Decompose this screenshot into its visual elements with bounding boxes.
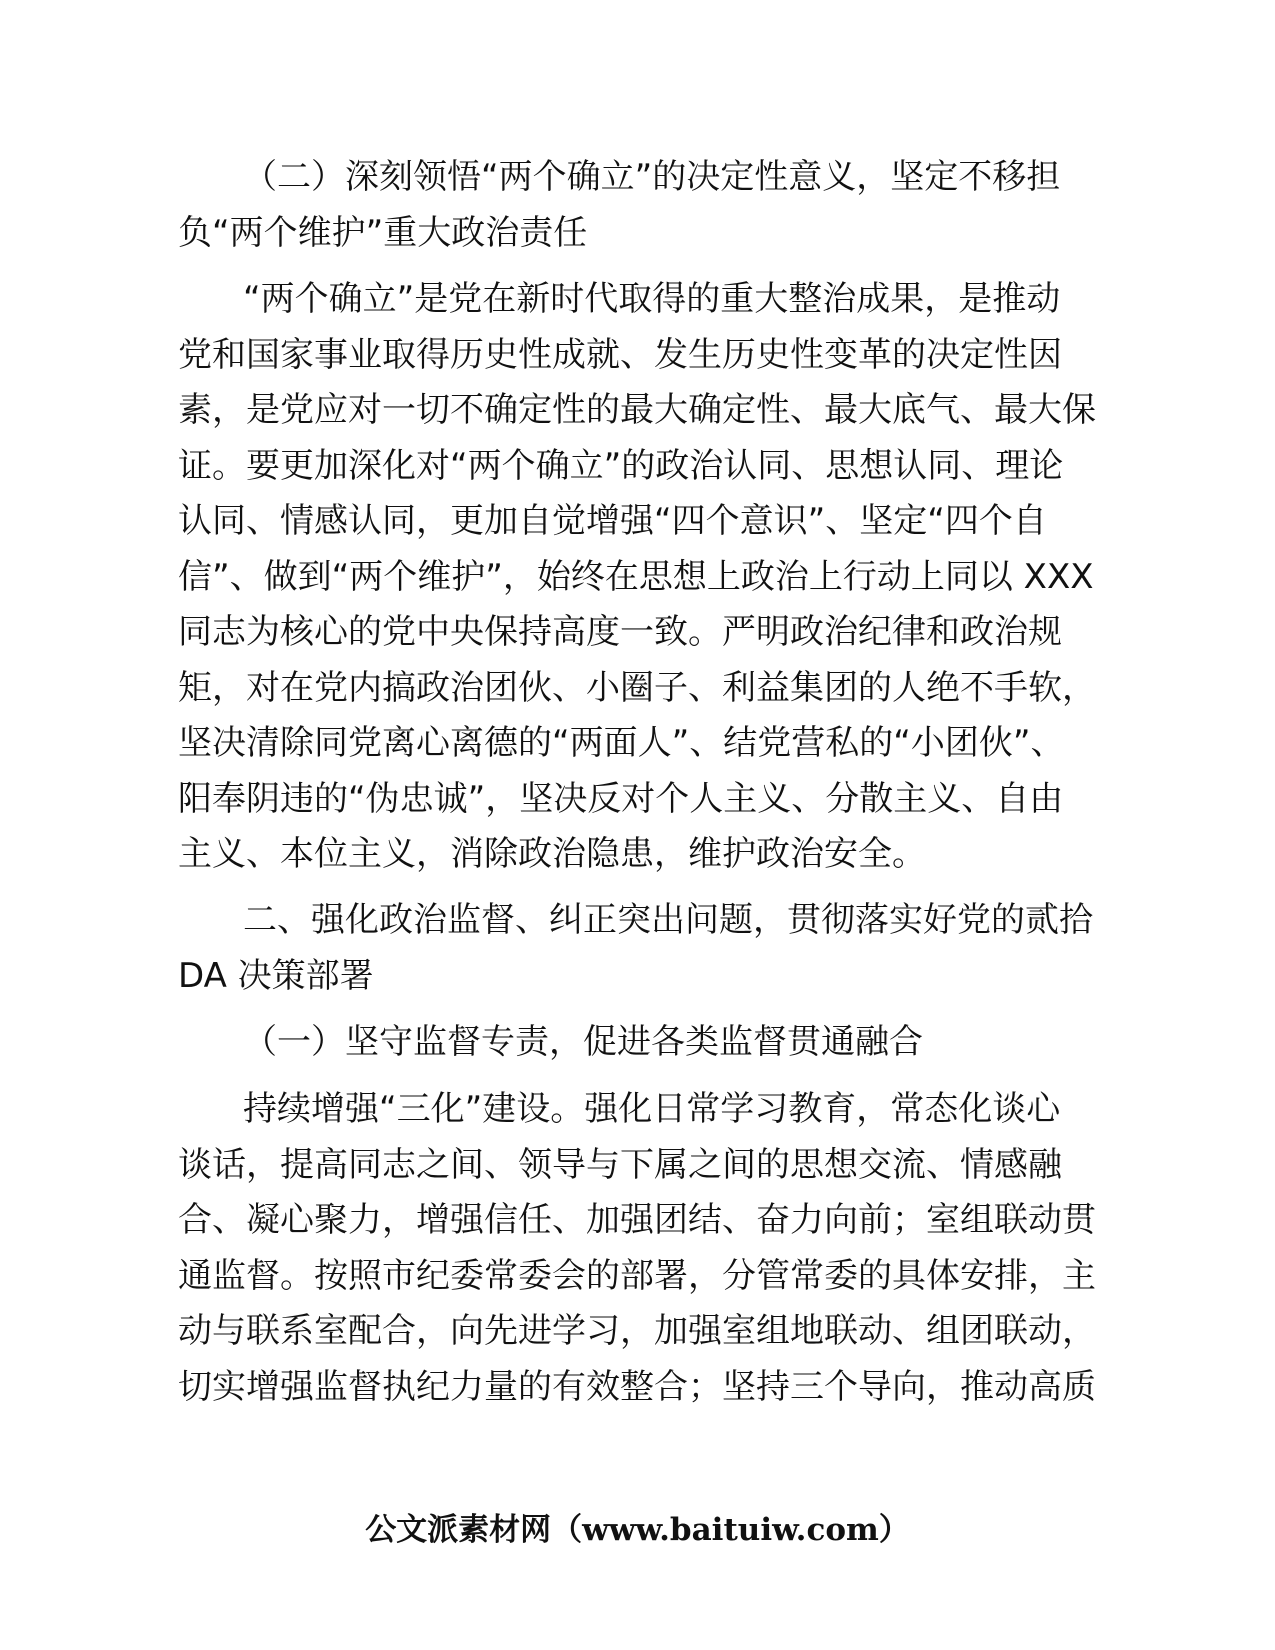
section-heading-line-2: 负“两个维护”重大政治责任 (178, 213, 588, 253)
paragraph-line: 素，是党应对一切不确定性的最大确定性、最大底气、最大保 (178, 390, 1096, 430)
paragraph-line: 信”、做到“两个维护”，始终在思想上政治上行动上同以 XXX (178, 557, 1094, 597)
footer-watermark: 公文派素材网（www.baituiw.com） (365, 1512, 910, 1548)
section-heading-line-1: 二、强化政治监督、纠正突出问题，贯彻落实好党的贰拾 (243, 900, 1093, 940)
paragraph-line: 合、凝心聚力，增强信任、加强团结、奋力向前；室组联动贯 (178, 1200, 1096, 1240)
paragraph-line: 认同、情感认同，更加自觉增强“四个意识”、坚定“四个自 (178, 501, 1047, 541)
paragraph-line: 主义、本位主义，消除政治隐患，维护政治安全。 (178, 834, 926, 874)
paragraph-line: 证。要更加深化对“两个确立”的政治认同、思想认同、理论 (178, 446, 1064, 486)
subsection-heading: （一）坚守监督专责，促进各类监督贯通融合 (243, 1022, 923, 1062)
paragraph-line: 持续增强“三化”建设。强化日常学习教育，常态化谈心 (243, 1089, 1061, 1129)
paragraph-line: 谈话，提高同志之间、领导与下属之间的思想交流、情感融 (178, 1145, 1062, 1185)
paragraph-line: 通监督。按照市纪委常委会的部署，分管常委的具体安排，主 (178, 1256, 1096, 1296)
paragraph-line: 矩，对在党内搞政治团伙、小圈子、利益集团的人绝不手软， (178, 668, 1096, 708)
paragraph-line: 切实增强监督执纪力量的有效整合；坚持三个导向，推动高质 (178, 1367, 1096, 1407)
paragraph-line: 坚决清除同党离心离德的“两面人”、结党营私的“小团伙”、 (178, 723, 1065, 763)
section-heading-line-2: DA 决策部署 (178, 956, 374, 996)
paragraph-line: 动与联系室配合，向先进学习，加强室组地联动、组团联动， (178, 1311, 1096, 1351)
section-heading-line-1: （二）深刻领悟“两个确立”的决定性意义，坚定不移担 (243, 157, 1061, 197)
paragraph-line: 党和国家事业取得历史性成就、发生历史性变革的决定性因 (178, 335, 1062, 375)
paragraph-line: “两个确立”是党在新时代取得的重大整治成果，是推动 (243, 279, 1061, 319)
paragraph-line: 同志为核心的党中央保持高度一致。严明政治纪律和政治规 (178, 612, 1062, 652)
paragraph-line: 阳奉阴违的“伪忠诚”，坚决反对个人主义、分散主义、自由 (178, 779, 1064, 819)
